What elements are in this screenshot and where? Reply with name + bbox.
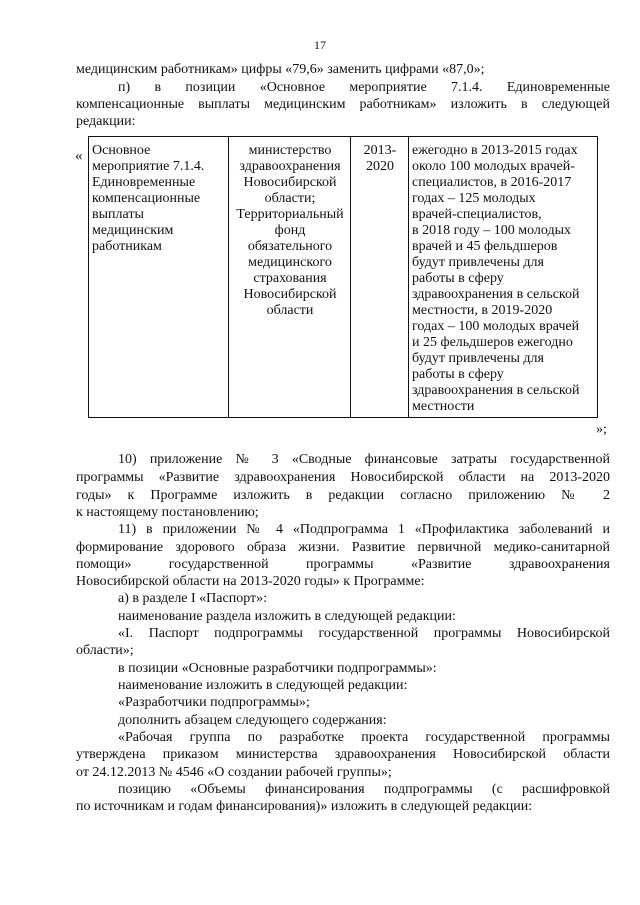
page-number: 17 bbox=[314, 38, 326, 52]
text-line: 10) приложение № 3 «Сводные финансовые затраты государственной bbox=[118, 452, 610, 467]
cell-text: годах – 100 молодых врачей bbox=[412, 319, 580, 334]
cell-text: работы в сферу bbox=[412, 271, 504, 286]
text-line: 11) в приложении № 4 «Подпрограмма 1 «Профилактика заболеваний и bbox=[118, 522, 610, 537]
program-table bbox=[88, 136, 598, 418]
cell-text: и 25 фельдшеров ежегодно bbox=[412, 335, 573, 350]
text-line: к настоящему постановлению; bbox=[76, 505, 259, 520]
cell-text: Новосибирской bbox=[243, 175, 337, 190]
cell-text: Новосибирской bbox=[243, 287, 337, 302]
text-line: от 24.12.2013 № 4546 «О создании рабочей группы»; bbox=[76, 765, 392, 780]
text-line: а) в разделе I «Паспорт»: bbox=[118, 591, 268, 606]
cell-text: области; bbox=[264, 191, 316, 206]
cell-text: здравоохранения bbox=[239, 159, 341, 174]
cell-text: мероприятие 7.1.4. bbox=[92, 159, 205, 174]
cell-text: местности bbox=[412, 399, 475, 414]
cell-text: около 100 молодых врачей- bbox=[412, 159, 575, 174]
cell-text: местности, в 2019-2020 bbox=[412, 303, 553, 318]
text-line: «I. Паспорт подпрограммы государственной программы Новосибирской bbox=[118, 626, 610, 641]
cell-text: работы в сферу bbox=[412, 367, 504, 382]
text-line: редакции: bbox=[76, 114, 136, 129]
table-cell-period bbox=[351, 137, 409, 418]
cell-text: врачей-специалистов, bbox=[412, 207, 542, 222]
cell-text: специалистов, в 2016-2017 bbox=[412, 175, 572, 190]
cell-text: министерство bbox=[248, 143, 332, 158]
text-line: п) в позиции «Основное мероприятие 7.1.4. Единовременные bbox=[118, 80, 610, 95]
cell-text: будут привлечены для bbox=[412, 255, 544, 270]
cell-text: области bbox=[266, 303, 314, 318]
text-line: формирование здорового образа жизни. Развитие первичной медико-санитарной bbox=[76, 540, 610, 555]
cell-text: компенсационные bbox=[92, 191, 201, 206]
table-row bbox=[89, 137, 598, 418]
cell-text: врачей и 45 фельдшеров bbox=[412, 239, 558, 254]
text-line: позицию «Объемы финансирования подпрограммы (с расшифровкой bbox=[118, 782, 610, 797]
text-line: дополнить абзацем следующего содержания: bbox=[118, 713, 387, 728]
cell-text: медицинским bbox=[92, 223, 174, 238]
text-line: наименование раздела изложить в следующей редакции: bbox=[118, 609, 456, 624]
cell-text: Основное bbox=[92, 143, 151, 158]
cell-text: Единовременные bbox=[92, 175, 196, 190]
table-cell-result bbox=[409, 137, 598, 418]
cell-text: 2013- bbox=[363, 143, 397, 158]
text-line: «Разработчики подпрограммы»; bbox=[118, 695, 310, 710]
table-cell-activity bbox=[89, 137, 229, 418]
text-line: по источникам и годам финансирования)» изложить в следующей редакции: bbox=[76, 799, 533, 814]
text-line: Новосибирской области на 2013-2020 годы» к Программе: bbox=[76, 574, 425, 589]
text-line: в позиции «Основные разработчики подпрограммы»: bbox=[118, 661, 437, 676]
text-line: программы «Развитие здравоохранения Новосибирской области на 2013-2020 bbox=[76, 470, 610, 485]
cell-text: страхования bbox=[253, 271, 327, 286]
cell-text: ежегодно в 2013-2015 годах bbox=[412, 143, 578, 158]
text-line: помощи» государственной программы «Развитие здравоохранения bbox=[76, 557, 610, 572]
text-line: «Рабочая группа по разработке проекта государственной программы bbox=[118, 730, 610, 745]
cell-text: здравоохранения в сельской bbox=[412, 287, 580, 302]
text-line: годы» к Программе изложить в редакции согласно приложению № 2 bbox=[76, 488, 610, 503]
cell-text: работникам bbox=[92, 239, 162, 254]
open-quote: « bbox=[75, 148, 83, 164]
text-line: наименование изложить в следующей редакции: bbox=[118, 678, 408, 693]
cell-text: годах – 125 молодых bbox=[412, 191, 536, 206]
cell-text: Территориальный bbox=[236, 207, 344, 222]
text-line: компенсационные выплаты медицинским работникам» изложить в следующей bbox=[76, 97, 610, 112]
cell-text: медицинского bbox=[248, 255, 332, 270]
close-quote: »; bbox=[596, 422, 607, 437]
text-line: медицинским работникам» цифры «79,6» заменить цифрами «87,0»; bbox=[76, 62, 485, 77]
text-line: области»; bbox=[76, 643, 134, 658]
cell-text: фонд bbox=[274, 223, 306, 238]
cell-text: обязательного bbox=[247, 239, 333, 254]
cell-text: будут привлечены для bbox=[412, 351, 544, 366]
cell-text: 2020 bbox=[366, 159, 394, 174]
text-line: утверждена приказом министерства здравоохранения Новосибирской области bbox=[76, 747, 610, 762]
cell-text: здравоохранения в сельской bbox=[412, 383, 580, 398]
table-cell-executor bbox=[229, 137, 351, 418]
cell-text: выплаты bbox=[92, 207, 144, 222]
cell-text: в 2018 году – 100 молодых bbox=[412, 223, 572, 238]
